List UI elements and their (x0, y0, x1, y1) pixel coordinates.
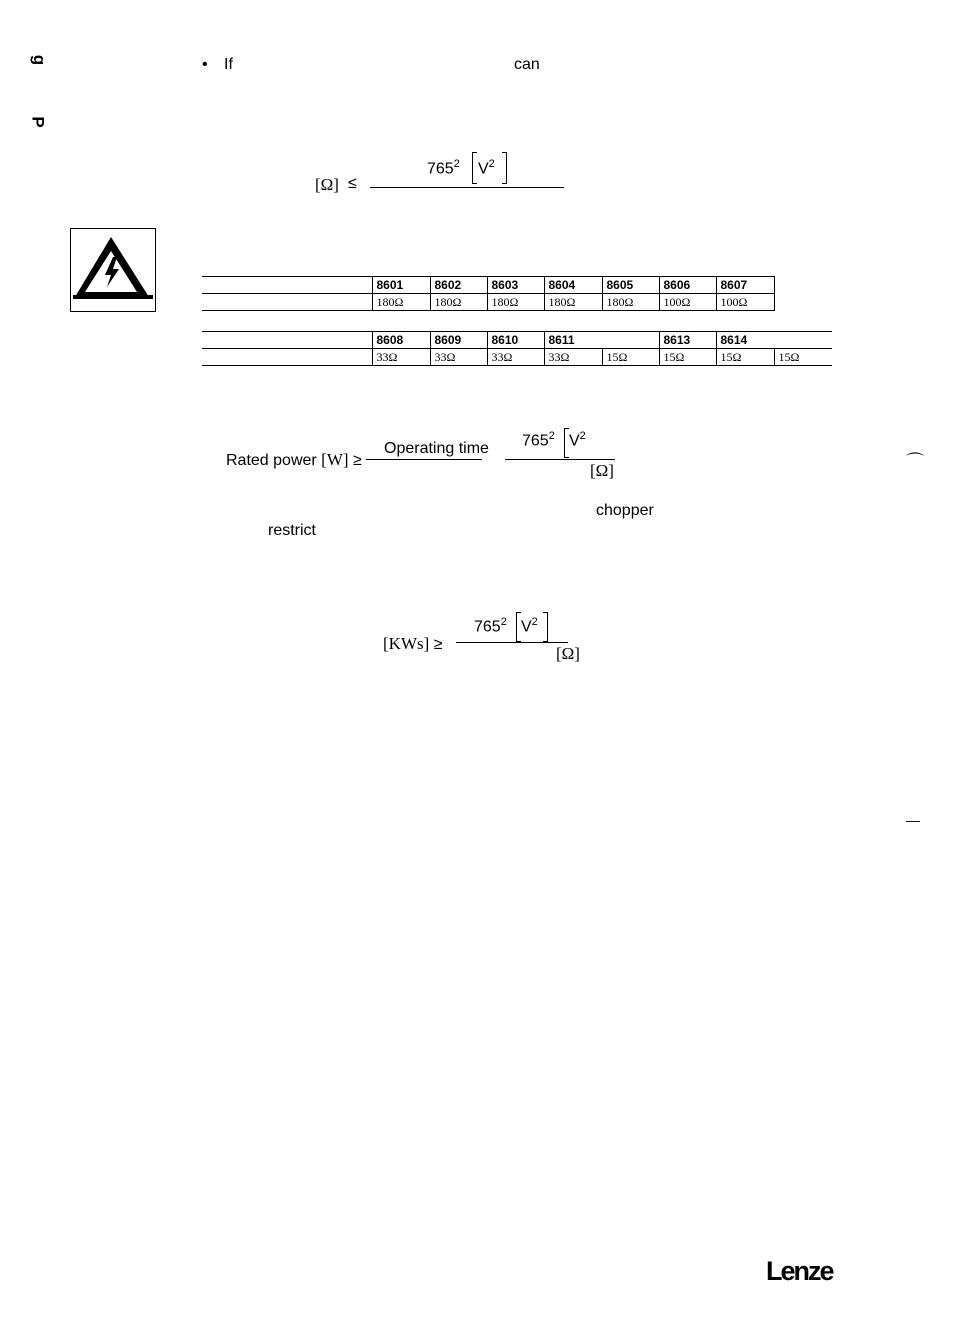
table1-value: 180Ω (544, 294, 602, 311)
table1-value: 180Ω (487, 294, 544, 311)
formula3-exp: 2 (500, 616, 507, 628)
table2-type: 8613 (659, 332, 716, 349)
lenze-logo: Lenze (766, 1256, 833, 1286)
table2-type-row (202, 332, 832, 349)
warning-box (70, 228, 156, 312)
table1-type: 8606 (659, 277, 716, 294)
formula1-numerator: 765 (427, 160, 454, 178)
formula1-unit-exp: 2 (488, 158, 495, 170)
table2-value: 33Ω (372, 349, 430, 366)
formula3-lhs-unit: [KWs] (383, 634, 430, 653)
table2-type: 8609 (430, 332, 487, 349)
table1-value: 180Ω (372, 294, 430, 311)
formula2-relation: ≥ (353, 452, 362, 469)
table1-type: 8602 (430, 277, 487, 294)
table1-type: 8603 (487, 277, 544, 294)
formula1-lhs-unit: [Ω] (315, 175, 339, 194)
formula1-unit: V (478, 160, 489, 178)
table2-value: 15Ω (774, 349, 832, 366)
table2-value: 33Ω (487, 349, 544, 366)
formula3-fraction-bar (456, 642, 568, 643)
table1-type-row (202, 277, 774, 294)
table2-value-row (202, 349, 832, 366)
bullet-word-can: can (514, 56, 540, 73)
formula1-fraction-bar (370, 187, 564, 188)
formula3-relation: ≥ (433, 636, 443, 653)
table1-value: 180Ω (430, 294, 487, 311)
table1-type: 8601 (372, 277, 430, 294)
margin-char-bottom: P (28, 116, 48, 128)
table1-type: 8604 (544, 277, 602, 294)
table1-type: 8607 (716, 277, 774, 294)
bullet-word-if: If (224, 56, 233, 73)
text-chopper: chopper (596, 502, 654, 519)
right-margin-mark-2: — (906, 812, 920, 828)
table1-type: 8605 (602, 277, 659, 294)
resistance-table-1 (202, 276, 775, 311)
right-margin-mark-1: ⌒ (906, 452, 924, 472)
table2-value: 15Ω (602, 349, 659, 366)
formula2-unit-exp: 2 (579, 430, 586, 442)
table2-type: 8614 (716, 332, 832, 349)
formula2-factor: Operating time (384, 440, 489, 457)
table1-label-cell (202, 277, 372, 294)
table2-label-cell (202, 332, 372, 349)
formula1-exp: 2 (453, 158, 460, 170)
margin-char-top: g (30, 54, 50, 66)
table1-value: 180Ω (602, 294, 659, 311)
text-restrict: restrict (268, 522, 316, 539)
formula2-fraction-bar (505, 459, 615, 460)
table2-type: 8611 (544, 332, 659, 349)
resistance-table-2 (202, 331, 832, 366)
table1-label-cell (202, 294, 372, 311)
table1-value: 100Ω (659, 294, 716, 311)
formula3-den-unit: [Ω] (556, 644, 580, 663)
table2-label-cell (202, 349, 372, 366)
table2-type: 8610 (487, 332, 544, 349)
formula1-relation: ≤ (348, 175, 357, 192)
table2-value: 33Ω (544, 349, 602, 366)
formula3-unit-exp: 2 (531, 616, 538, 628)
formula2-lhs: Rated power (226, 452, 317, 469)
bullet-dot: • (202, 56, 208, 73)
formula2-lhs-unit: [W] (321, 450, 349, 469)
formula2-unit: V (569, 432, 580, 450)
high-voltage-warning-icon (71, 229, 155, 311)
formula3-unit: V (521, 618, 532, 636)
formula2-den-unit: [Ω] (590, 461, 614, 480)
table2-value: 15Ω (716, 349, 774, 366)
formula3-numerator: 765 (474, 618, 501, 636)
table1-value: 100Ω (716, 294, 774, 311)
formula2-exp: 2 (548, 430, 555, 442)
table2-type: 8608 (372, 332, 430, 349)
table2-value: 15Ω (659, 349, 716, 366)
formula2-numerator: 765 (522, 432, 549, 450)
table1-value-row (202, 294, 774, 311)
table2-value: 33Ω (430, 349, 487, 366)
formula2-factor-bar (366, 459, 482, 460)
